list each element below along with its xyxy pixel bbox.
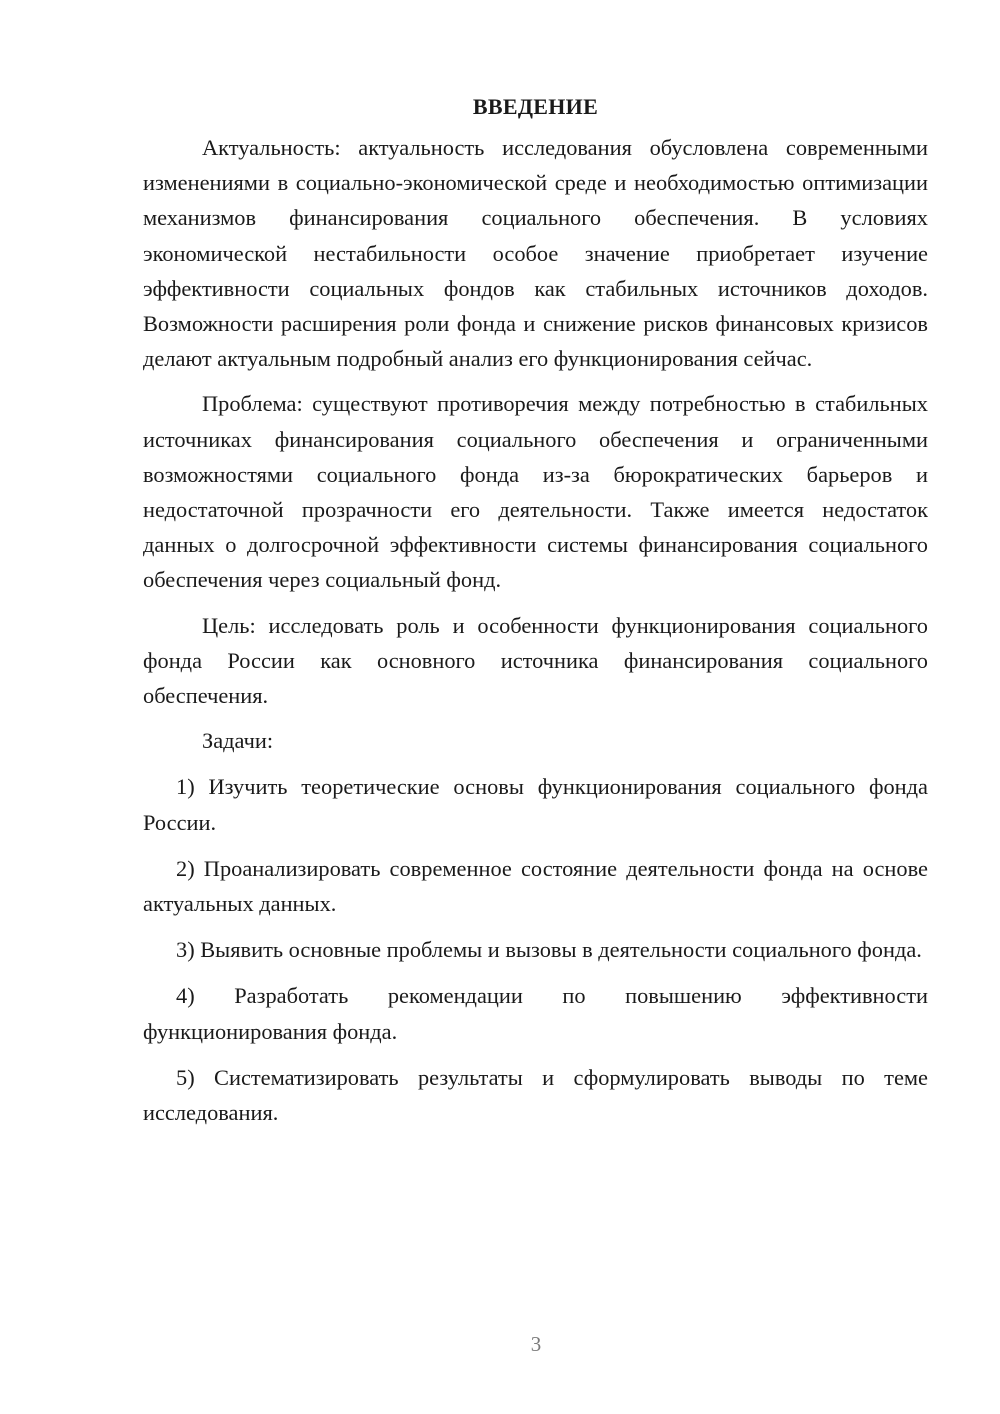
goal-paragraph: Цель: исследовать роль и особенности функционирования социального фонда России как основного источника финансирования социального обеспечения. [143, 612, 928, 709]
tasks-label: Задачи: [202, 728, 274, 754]
relevance-paragraph: Актуальность: актуальность исследования обусловлена современными изменениями в социально-экономической среде и необходимостью оптимизации механизмов финансирования социального обеспечения. В условиях экономической нестабильности особое значение приобретает изучение эффективности социальных фондов как стабильных источников доходов. Возможности расширения роли фонда и снижение рисков финансовых кризисов делают актуальным подробный анализ его функционирования сейчас. [143, 135, 928, 372]
task-item: 3) Выявить основные проблемы и вызовы в деятельности социального фонда. [176, 937, 922, 963]
task-item: 2) Проанализировать современное состояние деятельности фонда на основе актуальных данных. [143, 855, 928, 917]
document-page [143, 92, 928, 1130]
problem-paragraph: Проблема: существуют противоречия между потребностью в стабильных источниках финансирования социального обеспечения и ограниченными возможностями социального фонда из-за бюрократических барьеров и недостаточной прозрачности его деятельности. Также имеется недостаток данных о долгосрочной эффективности системы финансирования социального обеспечения через социальный фонд. [143, 391, 928, 593]
page-number: 3 [530, 1332, 542, 1356]
section-heading: ВВЕДЕНИЕ [472, 94, 599, 119]
task-item: 1) Изучить теоретические основы функционирования социального фонда России. [143, 774, 928, 835]
task-item: 5) Систематизировать результаты и сформулировать выводы по теме исследования. [143, 1064, 928, 1126]
task-item: 4) Разработать рекомендации по повышению эффективности функционирования фонда. [143, 983, 928, 1044]
